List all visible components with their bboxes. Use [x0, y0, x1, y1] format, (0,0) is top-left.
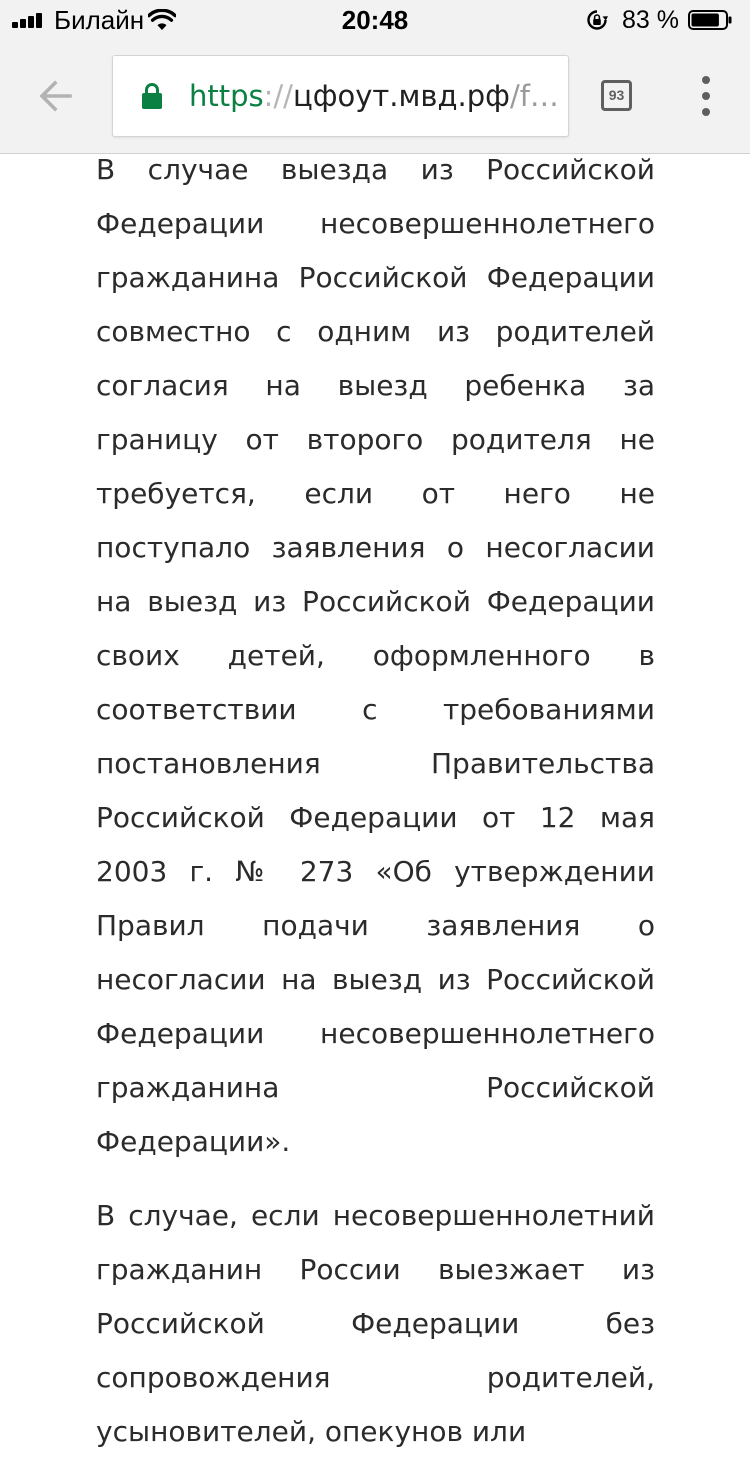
url-text[interactable] — [189, 76, 559, 116]
browser-toolbar — [0, 40, 750, 154]
url-path: /f… — [509, 79, 559, 113]
rotation-lock-icon — [586, 9, 608, 31]
battery-percent: 83 % — [622, 6, 679, 34]
address-bar[interactable] — [112, 55, 569, 137]
carrier-name: Билайн — [54, 5, 145, 35]
url-host: цфоут.мвд.рф — [292, 79, 510, 113]
tab-count: 93 — [608, 87, 625, 103]
status-bar — [0, 0, 750, 40]
article-paragraph: В случае, если несовершеннолетний гражданин России выезжает из Российской Федерации без сопровождения родителей, усыновителей, опекунов или — [96, 1199, 655, 1448]
back-arrow-icon[interactable] — [36, 76, 76, 116]
tabs-button[interactable] — [601, 80, 632, 111]
menu-icon[interactable] — [696, 76, 716, 116]
url-separator: :// — [263, 79, 293, 113]
url-scheme: https — [189, 79, 264, 113]
status-time: 20:48 — [341, 5, 409, 35]
lock-icon — [141, 82, 163, 110]
article-content — [96, 143, 655, 1479]
battery-icon — [688, 10, 732, 30]
article-paragraph: В случае выезда из Российской Федерации несовершеннолетнего гражданина Российской Федерации совместно с одним из родителей согласия на выезд ребенка за границу от второго родителя не требуется, если от него не поступало заявления о несогласии на выезд из Российской Федерации своих детей, оформленного в соответствии с требованиями постановления Правительства Российской Федерации от 12 мая 2003 г. № 273 «Об утверждении Правил подачи заявления о несогласии на выезд из Российской Федерации несовершеннолетнего гражданина Российской Федерации». — [96, 153, 655, 1158]
